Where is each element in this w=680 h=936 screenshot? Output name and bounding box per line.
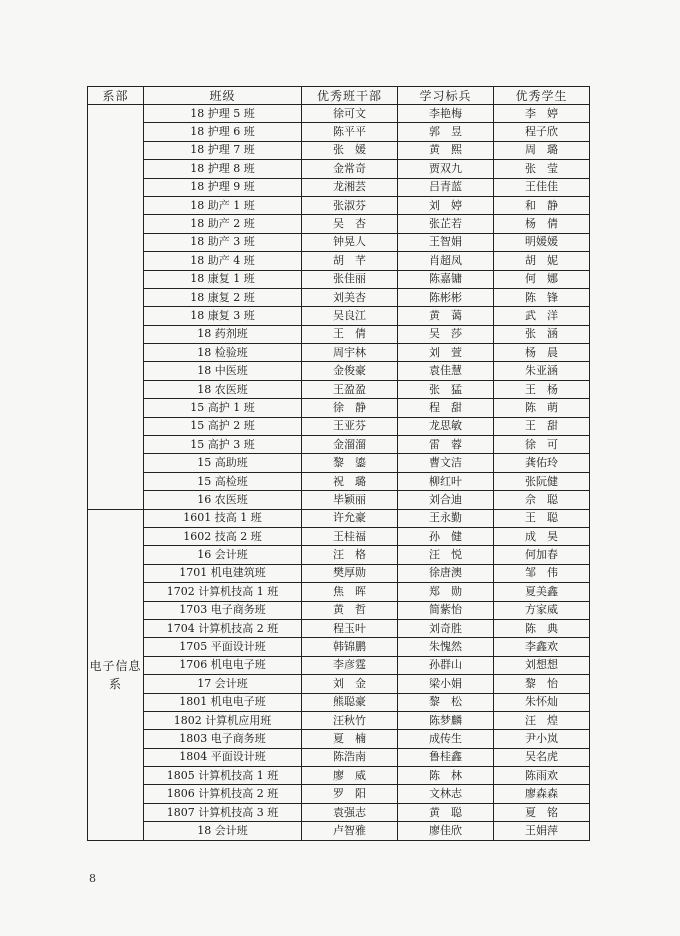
study-model-cell: 曹文洁 <box>398 454 494 472</box>
student-cell: 杨 晨 <box>494 344 590 362</box>
table-row <box>88 454 590 472</box>
class-cell: 15 高护 3 班 <box>144 436 302 454</box>
cadre-cell: 焦 晖 <box>302 583 398 601</box>
study-model-cell: 贾双九 <box>398 160 494 178</box>
department-cell: 电子信息系 <box>88 509 144 840</box>
class-cell: 17 会计班 <box>144 675 302 693</box>
student-cell: 明媛媛 <box>494 233 590 251</box>
class-cell: 18 检验班 <box>144 344 302 362</box>
cadre-cell: 徐可文 <box>302 105 398 123</box>
table-row <box>88 638 590 656</box>
class-cell: 18 助产 2 班 <box>144 215 302 233</box>
study-model-cell: 黎 松 <box>398 693 494 711</box>
student-cell: 周 璐 <box>494 141 590 159</box>
table-row <box>88 436 590 454</box>
header-row <box>88 87 590 105</box>
class-cell: 1705 平面设计班 <box>144 638 302 656</box>
cadre-cell: 周宇林 <box>302 344 398 362</box>
class-cell: 18 护理 9 班 <box>144 178 302 196</box>
table-row <box>88 196 590 214</box>
student-cell: 王 杨 <box>494 380 590 398</box>
student-cell: 陈雨欢 <box>494 767 590 785</box>
study-model-cell: 汪 悦 <box>398 546 494 564</box>
study-model-cell: 黄 蔼 <box>398 307 494 325</box>
table-row <box>88 693 590 711</box>
table-row <box>88 583 590 601</box>
class-cell: 1704 计算机技高 2 班 <box>144 619 302 637</box>
table-row <box>88 748 590 766</box>
cadre-cell: 罗 阳 <box>302 785 398 803</box>
class-cell: 1805 计算机技高 1 班 <box>144 767 302 785</box>
class-cell: 15 高助班 <box>144 454 302 472</box>
cadre-cell: 王盈盈 <box>302 380 398 398</box>
class-cell: 1602 技高 2 班 <box>144 527 302 545</box>
cadre-cell: 夏 楠 <box>302 730 398 748</box>
study-model-cell: 张 猛 <box>398 380 494 398</box>
table-row <box>88 472 590 490</box>
cadre-cell: 陈平平 <box>302 123 398 141</box>
class-cell: 1802 计算机应用班 <box>144 711 302 729</box>
study-model-cell: 吕青蓝 <box>398 178 494 196</box>
study-model-cell: 陈嘉镛 <box>398 270 494 288</box>
table-row <box>88 619 590 637</box>
cadre-cell: 钟晃人 <box>302 233 398 251</box>
table-body <box>88 105 590 841</box>
table-row <box>88 215 590 233</box>
study-model-cell: 张芷若 <box>398 215 494 233</box>
student-cell: 尹小岚 <box>494 730 590 748</box>
class-cell: 18 药剂班 <box>144 325 302 343</box>
student-cell: 成 昊 <box>494 527 590 545</box>
table-row <box>88 785 590 803</box>
student-cell: 方家威 <box>494 601 590 619</box>
cadre-cell: 陈浩南 <box>302 748 398 766</box>
cadre-cell: 卢智雅 <box>302 822 398 840</box>
cadre-cell: 韩锦鹏 <box>302 638 398 656</box>
study-model-cell: 文林志 <box>398 785 494 803</box>
table-row <box>88 546 590 564</box>
table-row <box>88 233 590 251</box>
student-cell: 徐 可 <box>494 436 590 454</box>
class-cell: 18 助产 3 班 <box>144 233 302 251</box>
header-department: 系部 <box>88 87 144 105</box>
class-cell: 1804 平面设计班 <box>144 748 302 766</box>
cadre-cell: 汪 格 <box>302 546 398 564</box>
study-model-cell: 陈彬彬 <box>398 288 494 306</box>
study-model-cell: 刘奇胜 <box>398 619 494 637</box>
student-cell: 和 静 <box>494 196 590 214</box>
study-model-cell: 黄 熙 <box>398 141 494 159</box>
student-cell: 陈 典 <box>494 619 590 637</box>
study-model-cell: 龙思敏 <box>398 417 494 435</box>
student-cell: 朱怀灿 <box>494 693 590 711</box>
table-row <box>88 123 590 141</box>
study-model-cell: 孙 健 <box>398 527 494 545</box>
header-outstanding-student: 优秀学生 <box>494 87 590 105</box>
class-cell: 15 高护 1 班 <box>144 399 302 417</box>
cadre-cell: 张佳丽 <box>302 270 398 288</box>
student-cell: 何加春 <box>494 546 590 564</box>
table-row <box>88 307 590 325</box>
student-cell: 杨 倩 <box>494 215 590 233</box>
table-row <box>88 160 590 178</box>
table-row <box>88 141 590 159</box>
study-model-cell: 王智娟 <box>398 233 494 251</box>
study-model-cell: 刘合迪 <box>398 491 494 509</box>
class-cell: 16 会计班 <box>144 546 302 564</box>
study-model-cell: 黄 聪 <box>398 803 494 821</box>
study-model-cell: 陈梦麟 <box>398 711 494 729</box>
cadre-cell: 金俊豪 <box>302 362 398 380</box>
cadre-cell: 胡 芊 <box>302 252 398 270</box>
study-model-cell: 刘 婷 <box>398 196 494 214</box>
cadre-cell: 张 媛 <box>302 141 398 159</box>
study-model-cell: 成传生 <box>398 730 494 748</box>
study-model-cell: 廖佳欣 <box>398 822 494 840</box>
cadre-cell: 黄 哲 <box>302 601 398 619</box>
class-cell: 1801 机电电子班 <box>144 693 302 711</box>
student-cell: 吴名虎 <box>494 748 590 766</box>
student-cell: 廖森森 <box>494 785 590 803</box>
cadre-cell: 金常奇 <box>302 160 398 178</box>
study-model-cell: 王永勤 <box>398 509 494 527</box>
study-model-cell: 刘 萱 <box>398 344 494 362</box>
cadre-cell: 程玉叶 <box>302 619 398 637</box>
student-cell: 胡 妮 <box>494 252 590 270</box>
class-cell: 18 护理 8 班 <box>144 160 302 178</box>
student-cell: 夏 铭 <box>494 803 590 821</box>
table-row <box>88 380 590 398</box>
table-row <box>88 344 590 362</box>
cadre-cell: 黎 鎏 <box>302 454 398 472</box>
awards-table <box>87 86 590 841</box>
table-row <box>88 491 590 509</box>
table-row <box>88 767 590 785</box>
class-cell: 1807 计算机技高 3 班 <box>144 803 302 821</box>
cadre-cell: 吴良江 <box>302 307 398 325</box>
cadre-cell: 廖 威 <box>302 767 398 785</box>
class-cell: 16 农医班 <box>144 491 302 509</box>
student-cell: 张 莹 <box>494 160 590 178</box>
cadre-cell: 王桂福 <box>302 527 398 545</box>
student-cell: 陈 萌 <box>494 399 590 417</box>
study-model-cell: 鲁桂鑫 <box>398 748 494 766</box>
student-cell: 夏美鑫 <box>494 583 590 601</box>
student-cell: 邹 伟 <box>494 564 590 582</box>
header-outstanding-cadre: 优秀班干部 <box>302 87 398 105</box>
table-row <box>88 417 590 435</box>
table-row <box>88 509 590 527</box>
student-cell: 黎 怡 <box>494 675 590 693</box>
student-cell: 王佳佳 <box>494 178 590 196</box>
cadre-cell: 徐 静 <box>302 399 398 417</box>
student-cell: 汪 煌 <box>494 711 590 729</box>
study-model-cell: 陈 林 <box>398 767 494 785</box>
student-cell: 李鑫欢 <box>494 638 590 656</box>
table-row <box>88 178 590 196</box>
student-cell: 王娟萍 <box>494 822 590 840</box>
class-cell: 1701 机电建筑班 <box>144 564 302 582</box>
student-cell: 武 洋 <box>494 307 590 325</box>
student-cell: 佘 聪 <box>494 491 590 509</box>
study-model-cell: 梁小娟 <box>398 675 494 693</box>
cadre-cell: 许允豪 <box>302 509 398 527</box>
table-row <box>88 252 590 270</box>
cadre-cell: 王 倩 <box>302 325 398 343</box>
header-class: 班级 <box>144 87 302 105</box>
student-cell: 朱亚涵 <box>494 362 590 380</box>
table-row <box>88 730 590 748</box>
study-model-cell: 孙群山 <box>398 656 494 674</box>
cadre-cell: 王亚芬 <box>302 417 398 435</box>
student-cell: 陈 锋 <box>494 288 590 306</box>
table-row <box>88 325 590 343</box>
cadre-cell: 毕颖丽 <box>302 491 398 509</box>
class-cell: 15 高检班 <box>144 472 302 490</box>
cadre-cell: 张淑芬 <box>302 196 398 214</box>
cadre-cell: 熊聪豪 <box>302 693 398 711</box>
cadre-cell: 祝 璐 <box>302 472 398 490</box>
cadre-cell: 樊厚勋 <box>302 564 398 582</box>
study-model-cell: 柳红叶 <box>398 472 494 490</box>
cadre-cell: 袁强志 <box>302 803 398 821</box>
table-row <box>88 803 590 821</box>
class-cell: 15 高护 2 班 <box>144 417 302 435</box>
study-model-cell: 徐唐澳 <box>398 564 494 582</box>
class-cell: 18 会计班 <box>144 822 302 840</box>
study-model-cell: 雷 蓉 <box>398 436 494 454</box>
cadre-cell: 刘美杏 <box>302 288 398 306</box>
class-cell: 18 农医班 <box>144 380 302 398</box>
cadre-cell: 刘 金 <box>302 675 398 693</box>
student-cell: 刘想想 <box>494 656 590 674</box>
study-model-cell: 李艳梅 <box>398 105 494 123</box>
page-number: 8 <box>89 872 96 885</box>
table-row <box>88 362 590 380</box>
student-cell: 张 涵 <box>494 325 590 343</box>
class-cell: 18 护理 6 班 <box>144 123 302 141</box>
class-cell: 1706 机电电子班 <box>144 656 302 674</box>
study-model-cell: 程 甜 <box>398 399 494 417</box>
class-cell: 1806 计算机技高 2 班 <box>144 785 302 803</box>
class-cell: 18 护理 7 班 <box>144 141 302 159</box>
class-cell: 1601 技高 1 班 <box>144 509 302 527</box>
table-row <box>88 656 590 674</box>
cadre-cell: 吴 杏 <box>302 215 398 233</box>
study-model-cell: 肖超凤 <box>398 252 494 270</box>
student-cell: 王 甜 <box>494 417 590 435</box>
class-cell: 1703 电子商务班 <box>144 601 302 619</box>
cadre-cell: 龙湘芸 <box>302 178 398 196</box>
class-cell: 18 康复 2 班 <box>144 288 302 306</box>
table-row <box>88 105 590 123</box>
cadre-cell: 金溜溜 <box>302 436 398 454</box>
class-cell: 1702 计算机技高 1 班 <box>144 583 302 601</box>
table-row <box>88 711 590 729</box>
table-row <box>88 822 590 840</box>
student-cell: 龚佑玲 <box>494 454 590 472</box>
student-cell: 李 婷 <box>494 105 590 123</box>
study-model-cell: 朱愧然 <box>398 638 494 656</box>
table-row <box>88 601 590 619</box>
student-cell: 张阮健 <box>494 472 590 490</box>
cadre-cell: 李彦霆 <box>302 656 398 674</box>
table-row <box>88 564 590 582</box>
table-row <box>88 399 590 417</box>
class-cell: 18 护理 5 班 <box>144 105 302 123</box>
study-model-cell: 袁佳慧 <box>398 362 494 380</box>
student-cell: 王 聪 <box>494 509 590 527</box>
study-model-cell: 郑 勋 <box>398 583 494 601</box>
header-study-model: 学习标兵 <box>398 87 494 105</box>
class-cell: 18 助产 4 班 <box>144 252 302 270</box>
student-cell: 程子欣 <box>494 123 590 141</box>
cadre-cell: 汪秋竹 <box>302 711 398 729</box>
class-cell: 1803 电子商务班 <box>144 730 302 748</box>
study-model-cell: 郭 昱 <box>398 123 494 141</box>
study-model-cell: 简紫怡 <box>398 601 494 619</box>
study-model-cell: 吴 莎 <box>398 325 494 343</box>
table-row <box>88 288 590 306</box>
class-cell: 18 中医班 <box>144 362 302 380</box>
class-cell: 18 康复 3 班 <box>144 307 302 325</box>
table-row <box>88 270 590 288</box>
table-row <box>88 527 590 545</box>
student-cell: 何 娜 <box>494 270 590 288</box>
table-row <box>88 675 590 693</box>
department-cell <box>88 105 144 510</box>
class-cell: 18 助产 1 班 <box>144 196 302 214</box>
class-cell: 18 康复 1 班 <box>144 270 302 288</box>
